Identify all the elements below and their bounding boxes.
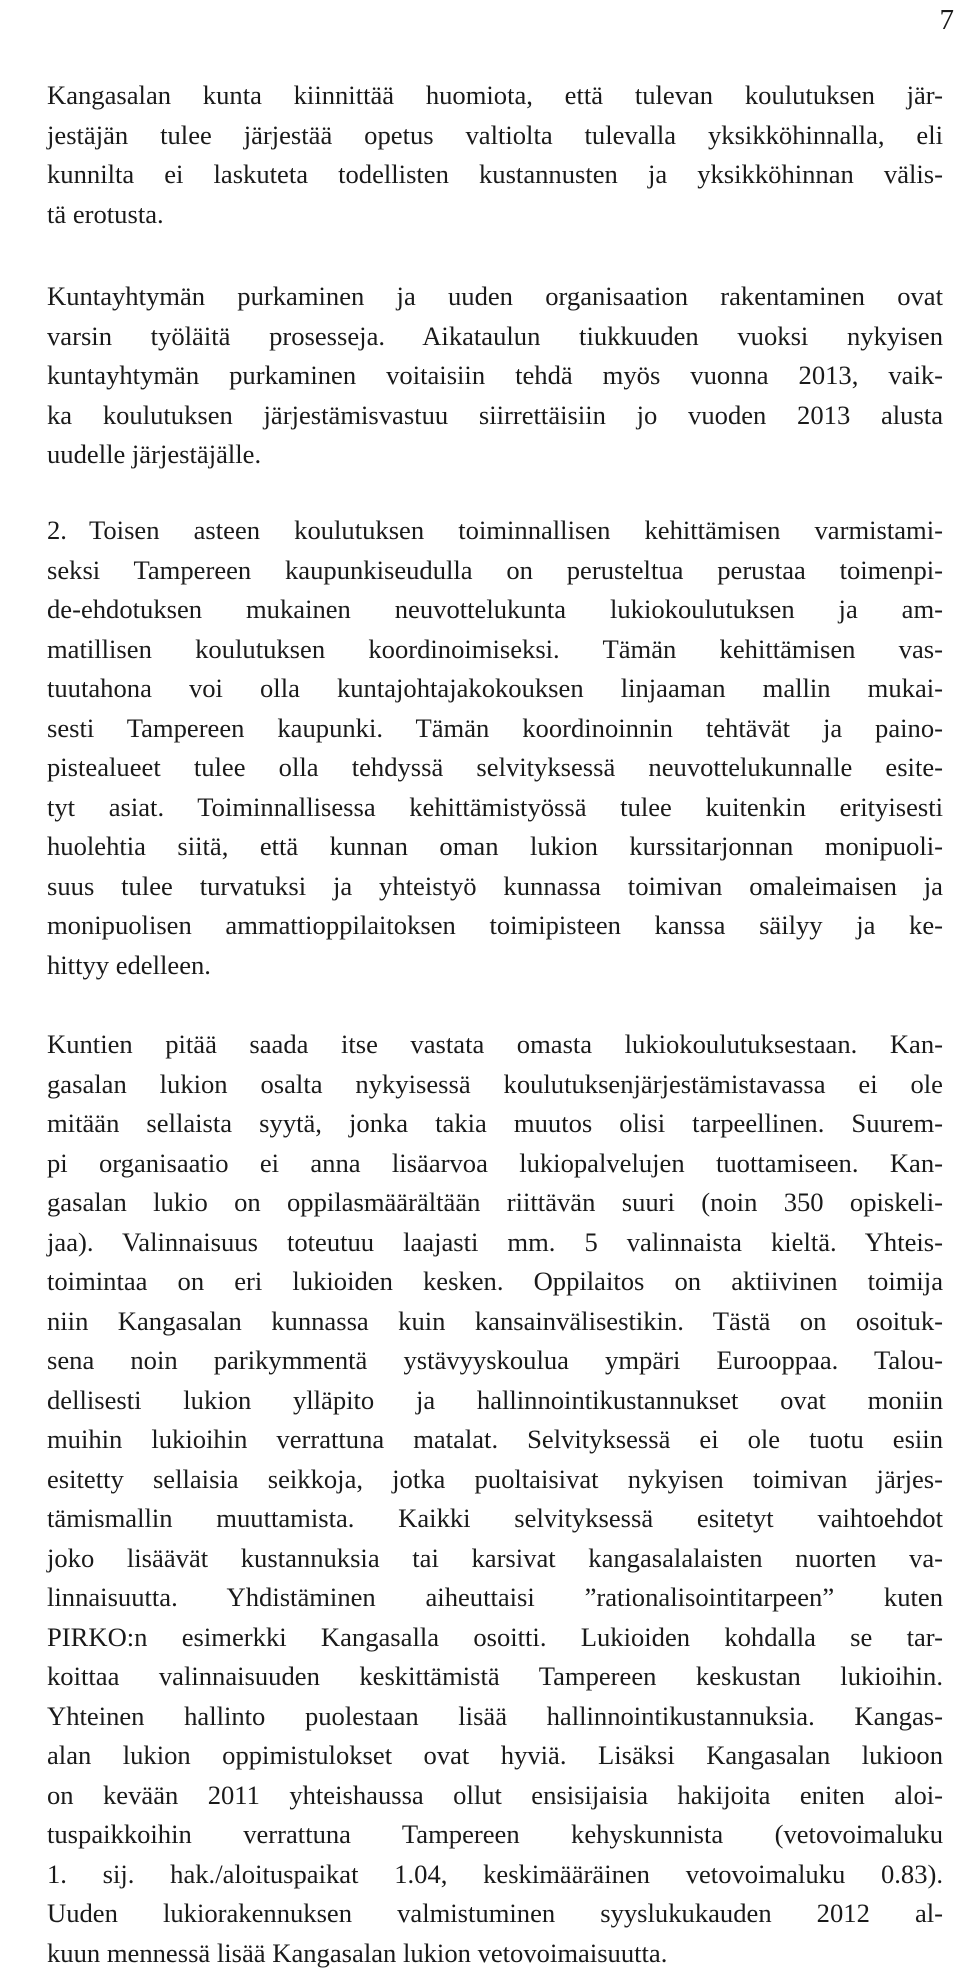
text-line: Kuntien pitää saada itse vastata omasta lukiokoulutuksestaan. Kan- [47,1025,943,1065]
paragraph-own-upper-secondary [47,1025,943,1973]
text-line: tuutahona voi olla kuntajohtajakokouksen linjaaman mallin mukai- [47,669,943,709]
text-line: toimintaa on eri lukioiden kesken. Oppilaitos on aktiivinen toimija [47,1262,943,1302]
text-line: matillisen koulutuksen koordinoimiseksi. Tämän kehittämisen vas- [47,630,943,670]
text-line: mitään sellaista syytä, jonka takia muutos olisi tarpeellinen. Suurem- [47,1104,943,1144]
text-line: suus tulee turvatuksi ja yhteistyö kunnassa toimivan omaleimaisen ja [47,867,943,907]
page-number: 7 [940,0,955,40]
text-line: tuspaikkoihin verrattuna Tampereen kehyskunnista (vetovoimaluku [47,1815,943,1855]
text-line: gasalan lukion osalta nykyisessä koulutuksenjärjestämistavassa ei ole [47,1065,943,1105]
text-line: kuntayhtymän purkaminen voitaisiin tehdä myös vuonna 2013, vaik- [47,356,943,396]
text-line: tä erotusta. [47,195,943,235]
text-line: Kangasalan kunta kiinnittää huomiota, että tulevan koulutuksen jär- [47,76,943,116]
text-line: hittyy edelleen. [47,946,943,986]
text-line: koittaa valinnaisuuden keskittämistä Tampereen keskustan lukioihin. [47,1657,943,1697]
text-line: esitetty sellaisia seikkoja, jotka puoltaisivat nykyisen toimivan järjes- [47,1460,943,1500]
text-line: joko lisäävät kustannuksia tai karsivat kangasalalaisten nuorten va- [47,1539,943,1579]
text-line: muihin lukioihin verrattuna matalat. Selvityksessä ei ole tuotu esiin [47,1420,943,1460]
text-line: seksi Tampereen kaupunkiseudulla on perusteltua perustaa toimenpi- [47,551,943,591]
text-line: ka koulutuksen järjestämisvastuu siirrettäisiin jo vuoden 2013 alusta [47,396,943,436]
text-line: sena noin parikymmentä ystävyyskoulua ympäri Eurooppaa. Talou- [47,1341,943,1381]
item-number: 2. [47,511,89,551]
text-line: huolehtia siitä, että kunnan oman lukion kurssitarjonnan monipuoli- [47,827,943,867]
text-line: kunnilta ei laskuteta todellisten kustannusten ja yksikköhinnan välis- [47,155,943,195]
text-line: kuun mennessä lisää Kangasalan lukion vetovoimaisuutta. [47,1934,943,1973]
paragraph-dissolution [47,277,943,475]
paragraph-funding [47,76,943,234]
text-line: jestäjän tulee järjestää opetus valtiolta tulevalla yksikköhinnalla, eli [47,116,943,156]
text-line: tyt asiat. Toiminnallisessa kehittämistyössä tulee kuitenkin erityisesti [47,788,943,828]
text-line: sesti Tampereen kaupunki. Tämän koordinoinnin tehtävät ja paino- [47,709,943,749]
text-line: de-ehdotuksen mukainen neuvottelukunta lukiokoulutuksen ja am- [47,590,943,630]
text-line [47,511,943,551]
text-line-content: Toisen asteen koulutuksen toiminnallisen kehittämisen varmistami- [89,515,943,545]
text-line: alan lukion oppimistulokset ovat hyviä. Lisäksi Kangasalan lukioon [47,1736,943,1776]
text-line: monipuolisen ammattioppilaitoksen toimipisteen kanssa säilyy ja ke- [47,906,943,946]
text-line: pistealueet tulee olla tehdyssä selvityksessä neuvottelukunnalle esite- [47,748,943,788]
text-line: on kevään 2011 yhteishaussa ollut ensisijaisia hakijoita eniten aloi- [47,1776,943,1816]
text-line: PIRKO:n esimerkki Kangasalla osoitti. Lukioiden kohdalla se tar- [47,1618,943,1658]
paragraph-item-2 [47,511,943,985]
text-line: pi organisaatio ei anna lisäarvoa lukiopalvelujen tuottamiseen. Kan- [47,1144,943,1184]
text-line: Kuntayhtymän purkaminen ja uuden organisaation rakentaminen ovat [47,277,943,317]
text-line: 1. sij. hak./aloituspaikat 1.04, keskimääräinen vetovoimaluku 0.83). [47,1855,943,1895]
text-line: varsin työläitä prosesseja. Aikataulun tiukkuuden vuoksi nykyisen [47,317,943,357]
text-line: gasalan lukio on oppilasmäärältään riittävän suuri (noin 350 opiskeli- [47,1183,943,1223]
text-line: tämismallin muuttamista. Kaikki selvityksessä esitetyt vaihtoehdot [47,1499,943,1539]
text-line: dellisesti lukion ylläpito ja hallinnointikustannukset ovat moniin [47,1381,943,1421]
text-line: linnaisuutta. Yhdistäminen aiheuttaisi ”rationalisointitarpeen” kuten [47,1578,943,1618]
text-line: Uuden lukiorakennuksen valmistuminen syyslukukauden 2012 al- [47,1894,943,1934]
text-line: Yhteinen hallinto puolestaan lisää hallinnointikustannuksia. Kangas- [47,1697,943,1737]
text-line: uudelle järjestäjälle. [47,435,943,475]
text-line: jaa). Valinnaisuus toteutuu laajasti mm. 5 valinnaista kieltä. Yhteis- [47,1223,943,1263]
text-line: niin Kangasalan kunnassa kuin kansainvälisestikin. Tästä on osoituk- [47,1302,943,1342]
